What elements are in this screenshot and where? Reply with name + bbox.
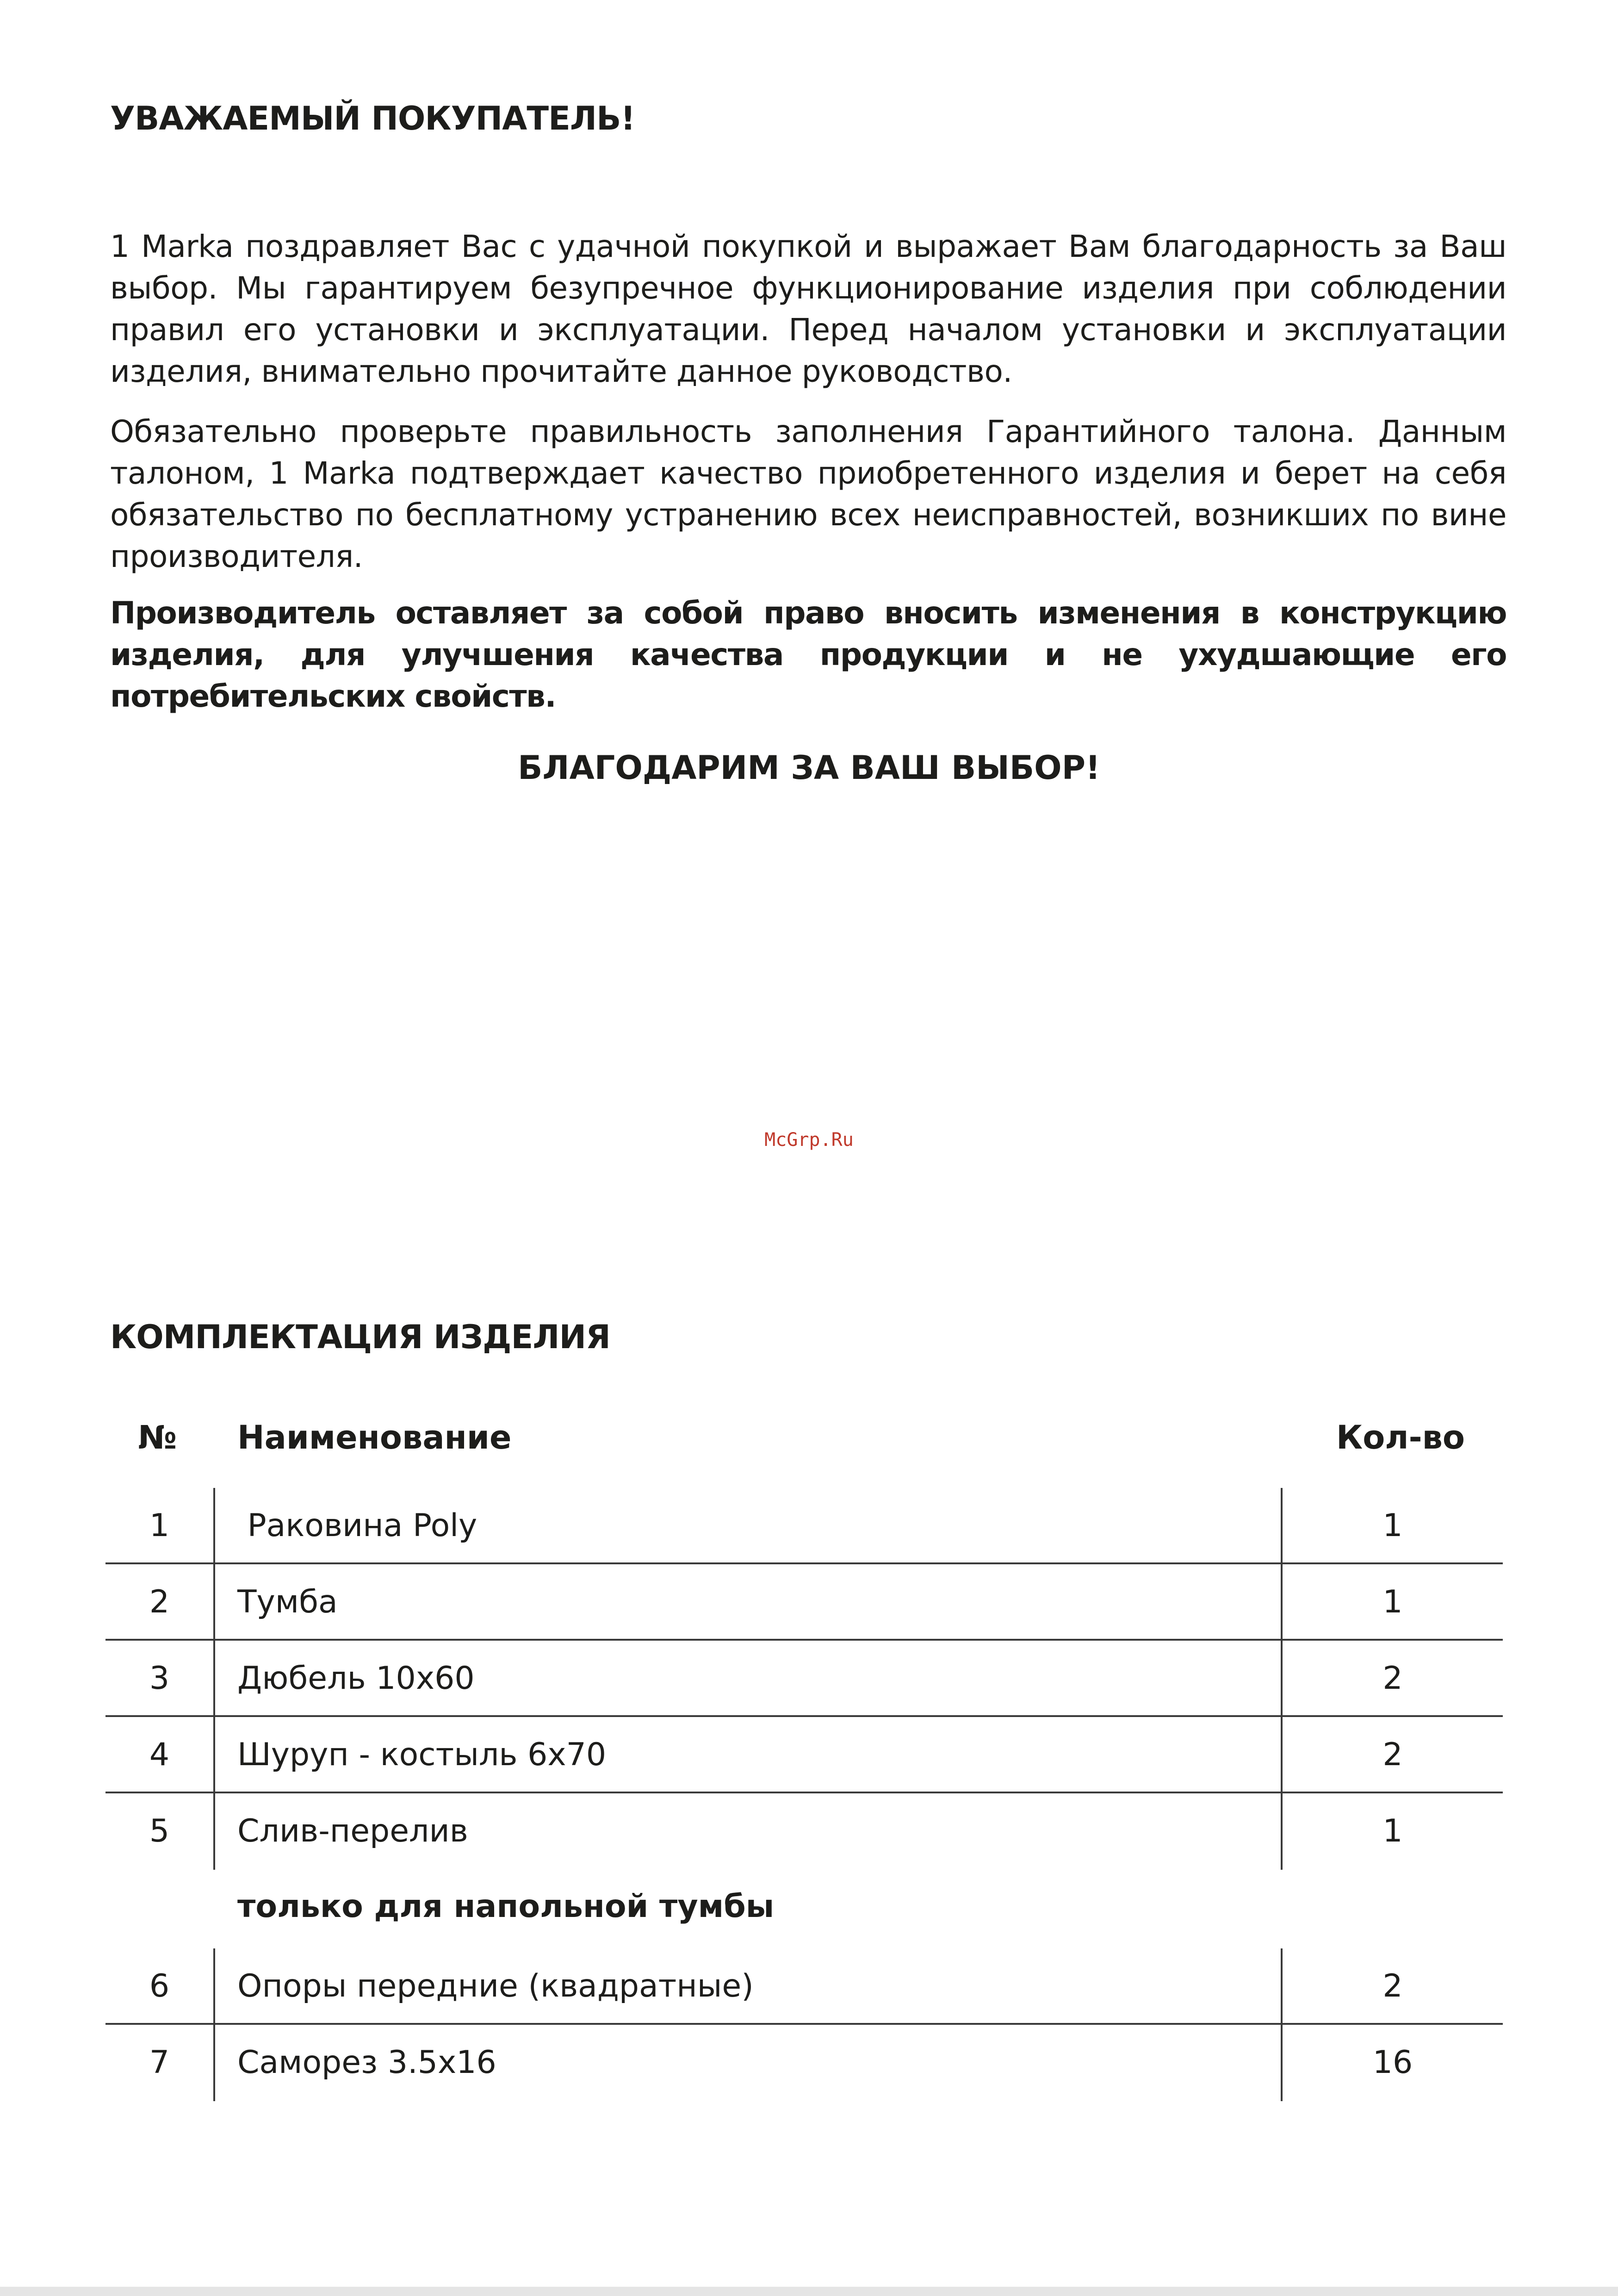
thanks-heading: БЛАГОДАРИМ ЗА ВАШ ВЫБОР! <box>518 749 1100 787</box>
row-qty: 1 <box>1382 1813 1403 1849</box>
row-name: Слив-перелив <box>237 1813 468 1849</box>
row-name: Дюбель 10х60 <box>237 1660 475 1697</box>
row-number: 1 <box>149 1507 170 1544</box>
table-row <box>105 1948 1503 2025</box>
table-row <box>105 1793 1503 1870</box>
column-divider <box>213 2025 215 2101</box>
table-row <box>105 1488 1503 1564</box>
kit-table <box>105 1409 1503 2101</box>
row-number: 7 <box>149 2044 170 2081</box>
column-divider <box>213 1717 215 1792</box>
row-qty: 1 <box>1382 1584 1403 1620</box>
row-qty: 2 <box>1382 1736 1403 1773</box>
column-divider <box>213 1564 215 1639</box>
watermark[interactable]: McGrp.Ru <box>764 1129 854 1151</box>
greeting-heading: УВАЖАЕМЫЙ ПОКУПАТЕЛЬ! <box>110 100 635 137</box>
floor-cabinet-subheading <box>105 1870 1503 1948</box>
row-qty: 2 <box>1382 1968 1403 2004</box>
row-number: 6 <box>149 1968 170 2004</box>
row-qty: 1 <box>1382 1507 1403 1544</box>
column-divider <box>213 1948 215 2023</box>
row-number: 2 <box>149 1584 170 1620</box>
column-header-name: Наименование <box>237 1419 512 1456</box>
subheading-label: только для напольной тумбы <box>237 1888 775 1925</box>
column-header-qty: Кол-во <box>1336 1419 1465 1456</box>
table-row <box>105 1641 1503 1717</box>
table-row <box>105 2025 1503 2101</box>
row-number: 5 <box>149 1813 170 1849</box>
page-bottom-edge <box>0 2287 1618 2296</box>
column-divider <box>213 1793 215 1870</box>
row-name: Шуруп - костыль 6х70 <box>237 1736 607 1773</box>
table-header <box>105 1409 1503 1488</box>
row-number: 3 <box>149 1660 170 1697</box>
row-name: Тумба <box>237 1584 338 1620</box>
row-qty: 2 <box>1382 1660 1403 1697</box>
row-name: Опоры передние (квадратные) <box>237 1968 754 2004</box>
table-row <box>105 1564 1503 1641</box>
row-qty: 16 <box>1372 2044 1413 2081</box>
row-number: 4 <box>149 1736 170 1773</box>
manufacturer-notice: Производитель оставляет за собой право вносить изменения в конструкцию изделия, для улучшения качества продукции и не ухудшающие его потребительских свойств. <box>110 595 1506 714</box>
column-divider <box>213 1488 215 1562</box>
kit-heading: КОМПЛЕКТАЦИЯ ИЗДЕЛИЯ <box>110 1318 610 1356</box>
column-header-no: № <box>138 1419 177 1456</box>
intro-paragraph: 1 Marka поздравляет Вас с удачной покупкой и выражает Вам благодарность за Ваш выбор. Мы гарантируем безупречное функционирование изделия при соблюдении правил его установки и эксплуатации. Перед началом установки и эксплуатации изделия, внимательно прочитайте данное руководство. <box>110 229 1506 389</box>
row-name: Раковина Poly <box>237 1507 477 1544</box>
row-name: Саморез 3.5х16 <box>237 2044 496 2081</box>
warranty-paragraph: Обязательно проверьте правильность заполнения Гарантийного талона. Данным талоном, 1 Marka подтверждает качество приобретенного изделия и берет на себя обязательство по бесплатному устранению всех неисправностей, возникших по вине производителя. <box>110 414 1506 574</box>
column-divider <box>213 1641 215 1715</box>
table-row <box>105 1717 1503 1793</box>
